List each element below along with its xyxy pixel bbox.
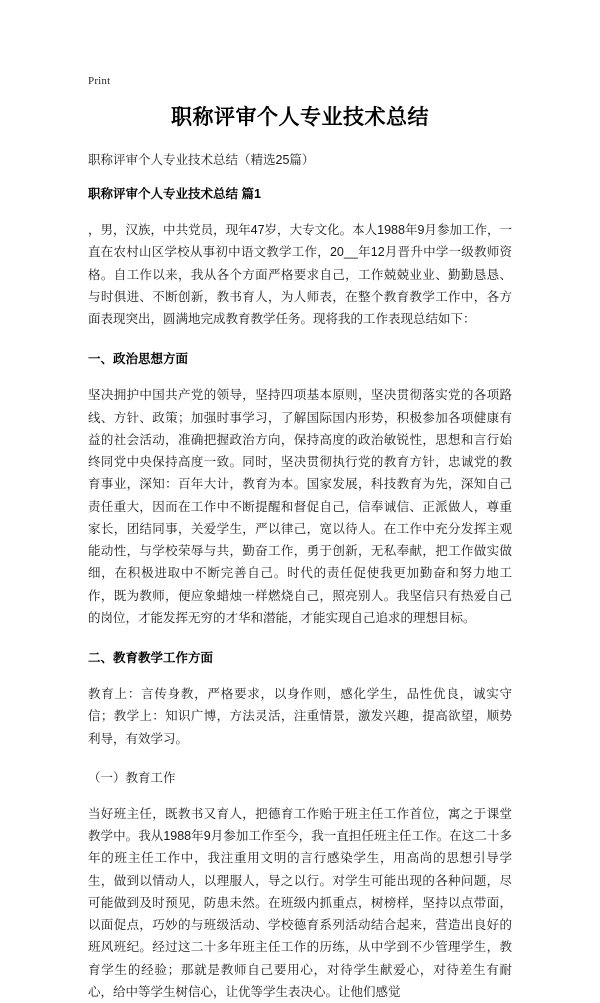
document-content (0, 151, 600, 1003)
subsection-heading-education-work: （一）教育工作 (88, 770, 176, 785)
print-link[interactable]: Print (88, 75, 111, 87)
article-heading: 职称评审个人专业技术总结 篇1 (88, 186, 261, 201)
document-subtitle: 职称评审个人专业技术总结（精选25篇） (88, 153, 315, 168)
subsection-paragraph-education-work: 当好班主任，既教书又育人，把德育工作贻于班主任工作首位，寓之于课堂教学中。我从1988年9月参加工作至今，我一直担任班主任工作。在这二十多年的班主任工作中，我注重用文明的言行感染学生，用高尚的思想引导学生，做到以情动人，以理服人，导之以行。对学生可能出现的各种问题，尽可能做到及时预见，防患未然。在班级内抓重点，树榜样，坚持以点带面，以面促点，巧妙的与班级活动、学校德育系列活动结合起来，营造出良好的班风班纪。经过这二十多年班主任工作的历练，从中学到不少管理学生，教育学生的经验；那就是教师自己要用心，对待学生献爱心，对待差生有耐心，给中等学生树信心，让优等学生表决心。让他们感觉 (88, 806, 512, 999)
print-bar (0, 0, 600, 88)
section-heading-education-teaching: 二、教育教学工作方面 (88, 651, 214, 665)
section-paragraph-political-thought: 坚决拥护中国共产党的领导，坚持四项基本原则，坚决贯彻落实党的各项路线、方针、政策；加强时事学习，了解国际国内形势，积极参加各项健康有益的社会活动，准确把握政治方向，保持高度的政治敏锐性，思想和言行始终同党中央保持高度一致。同时，坚决贯彻执行党的教育方针，忠诚党的教育事业，深知：百年大计，教育为本。国家发展，科技教育为先，深知自己责任重大，因而在工作中不断提醒和督促自己，信奉诚信、正派做人，尊重家长，团结同事，关爱学生，严以律己，宽以待人。在工作中充分发挥主观能动性，与学校荣辱与共，勤奋工作，勇于创新，无私奉献，把工作做实做细，在积极进取中不断完善自己。时代的责任促使我更加勤奋和努力地工作，既为教师，便应象蜡烛一样燃烧自己，照亮别人。我坚信只有热爱自己的岗位，才能发挥无穷的才华和潜能，才能实现自己追求的理想目标。 (88, 388, 512, 625)
page-title: 职称评审个人专业技术总结 (171, 106, 429, 129)
intro-paragraph: ，男，汉族，中共党员，现年47岁，大专文化。本人1988年9月参加工作，一直在农村山区学校从事初中语文教学工作，20__年12月晋升中学一级教师资格。自工作以来，我从各个方面严格要求自己，工作兢兢业业、勤勤恳恳、与时俱进、不断创新，教书育人，为人师表，在整个教育教学工作中，各方面表现突出，圆满地完成教育教学任务。现将我的工作表现总结如下： (88, 223, 512, 326)
section-paragraph-education-teaching: 教育上：言传身教，严格要求，以身作则，感化学生，品性优良，诚实守信；教学上：知识广博，方法灵活，注重情景，激发兴趣，提高欲望，顺势利导，有效学习。 (88, 687, 512, 746)
section-heading-political-thought: 一、政治思想方面 (88, 352, 189, 367)
